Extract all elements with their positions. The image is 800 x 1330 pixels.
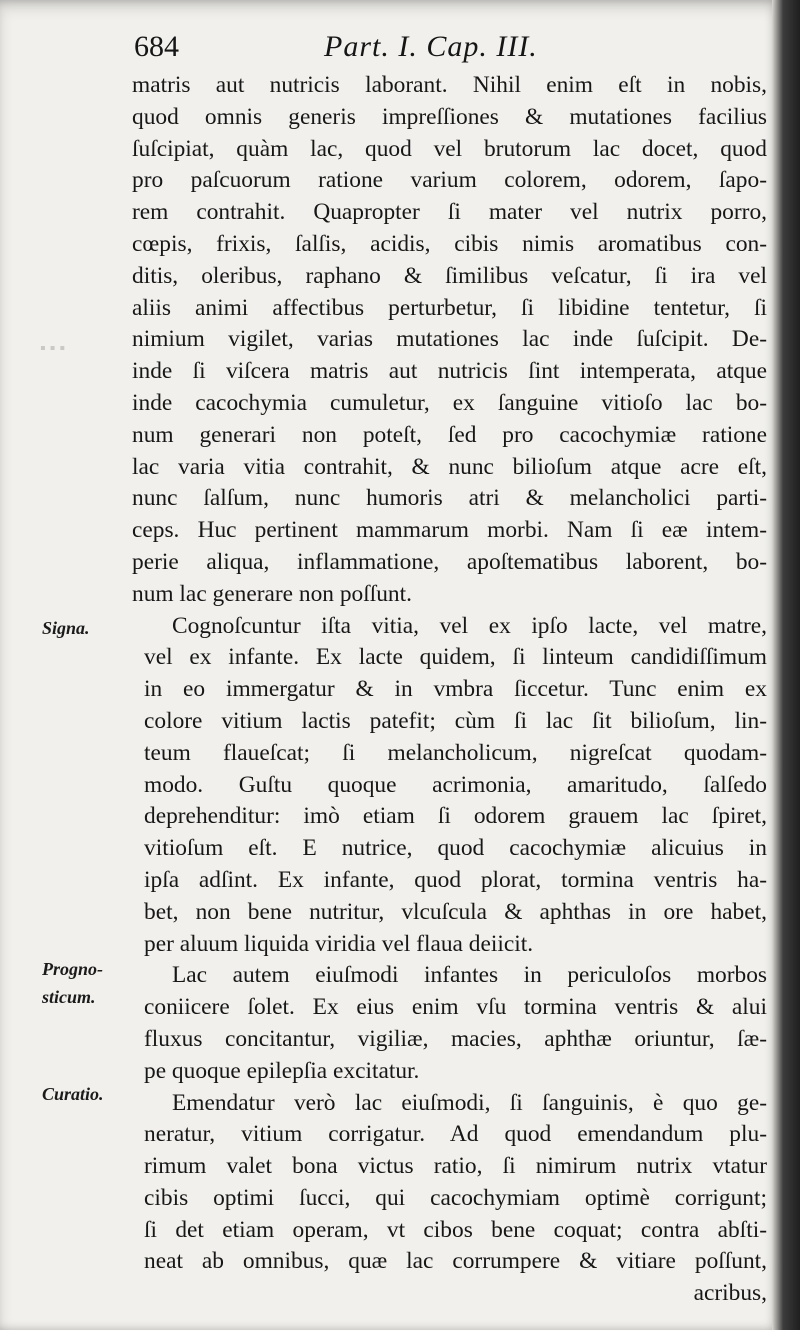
text-line: aliis animi affectibus perturbetur, ſi libidine tentetur, ſi [132,294,767,321]
text-line: vitioſum eſt. E nutrice, quod cacochymiæ alicuius in [144,835,767,862]
text-line: Emendatur verò lac eiuſmodi, ſi ſanguinis, è quo ge- [172,1089,767,1116]
text-line: coniicere ſolet. Ex eius enim vſu tormina ventris & alui [144,994,767,1021]
text-line: inde ſi viſcera matris aut nutricis ſint intemperata, atque [132,358,767,385]
text-line: ſuſcipiat, quàm lac, quod vel brutorum lac docet, quod [132,135,767,162]
text-line: neratur, vitium corrigatur. Ad quod emendandum plu- [144,1121,767,1148]
margin-note-prognosticum-line1: Progno- [42,959,104,979]
text-line: pe quoque epilepſia excitatur. [144,1057,420,1084]
text-line: num generari non poteſt, ſed pro cacochymiæ ratione [132,421,767,448]
text-line: pro paſcuorum ratione varium colorem, odorem, ſapo- [132,167,767,194]
margin-note-prognosticum-line2: sticum. [42,987,96,1007]
text-line: Cognoſcuntur iſta vitia, vel ex ipſo lacte, vel matre, [172,612,767,639]
page-header [134,30,734,70]
text-line: num lac generare non poſſunt. [132,580,412,607]
margin-note-prognosticum [42,955,103,1011]
text-line: modo. Guſtu quoque acrimonia, amaritudo, ſalſedo [144,771,767,798]
text-line: nimium vigilet, varias mutationes lac inde ſuſcipit. De- [132,326,767,353]
text-line: lac varia vitia contrahit, & nunc bilioſum atque acre eſt, [132,453,767,480]
text-line: Lac autem eiuſmodi infantes in periculoſos morbos [172,962,767,989]
text-line: quod omnis generis impreſſiones & mutationes facilius [132,103,767,130]
bleed-through: ▪ ▪ ▪ [40,340,66,357]
text-line: vel ex infante. Ex lacte quidem, ſi linteum candidiſſimum [144,644,767,671]
text-line: rem contrahit. Quapropter ſi mater vel nutrix porro, [132,199,767,226]
text-line: rimum valet bona victus ratio, ſi nimirum nutrix vtatur [144,1153,767,1180]
text-line: deprehenditur: imò etiam ſi odorem grauem lac ſpiret, [144,803,767,830]
text-line: nunc ſalſum, nunc humoris atri & melancholici parti- [132,485,767,512]
running-head: Part. I. Cap. III. [324,30,538,63]
text-line: cibis optimi ſucci, qui cacochymiam optimè corrigunt; [144,1184,767,1211]
text-line: teum flaueſcat; ſi melancholicum, nigreſcat quodam- [144,739,767,766]
text-line: fluxus concitantur, vigiliæ, macies, aphthæ oriuntur, ſæ- [144,1025,767,1052]
text-line: matris aut nutricis laborant. Nihil enim eſt in nobis, [132,72,767,98]
text-line: cœpis, frixis, ſalſis, acidis, cibis nimis aromatibus con- [132,230,767,257]
text-line: per aluum liquida viridia vel flaua deiicit. [144,930,534,957]
text-line: colore vitium lactis patefit; cùm ſi lac ſit bilioſum, lin- [144,707,767,734]
margin-note-signa: Signa. [42,618,90,638]
text-line: ditis, oleribus, raphano & ſimilibus veſcatur, ſi ira vel [132,262,767,289]
catchword: acribus, [693,1280,767,1307]
text-line: in eo immergatur & in vmbra ſiccetur. Tunc enim ex [144,676,767,703]
margin-note-curatio: Curatio. [42,1084,104,1104]
text-line: ſi det etiam operam, vt cibos bene coquat; contra abſti- [144,1216,767,1243]
text-line: perie aliqua, inflammatione, apoſtematibus laborent, bo- [132,548,767,575]
body-text [132,70,767,1310]
text-line: neat ab omnibus, quæ lac corrumpere & vitiare poſſunt, [144,1248,767,1275]
text-line: ceps. Huc pertinent mammarum morbi. Nam ſi eæ intem- [132,517,767,544]
page-edge-shadow [772,0,800,1330]
page-number: 684 [134,30,179,63]
text-line: ipſa adſint. Ex infante, quod plorat, tormina ventris ha- [144,866,767,893]
text-line: bet, non bene nutritur, vlcuſcula & aphthas in ore habet, [144,898,767,925]
text-line: inde cacochymia cumuletur, ex ſanguine vitioſo lac bo- [132,389,767,416]
